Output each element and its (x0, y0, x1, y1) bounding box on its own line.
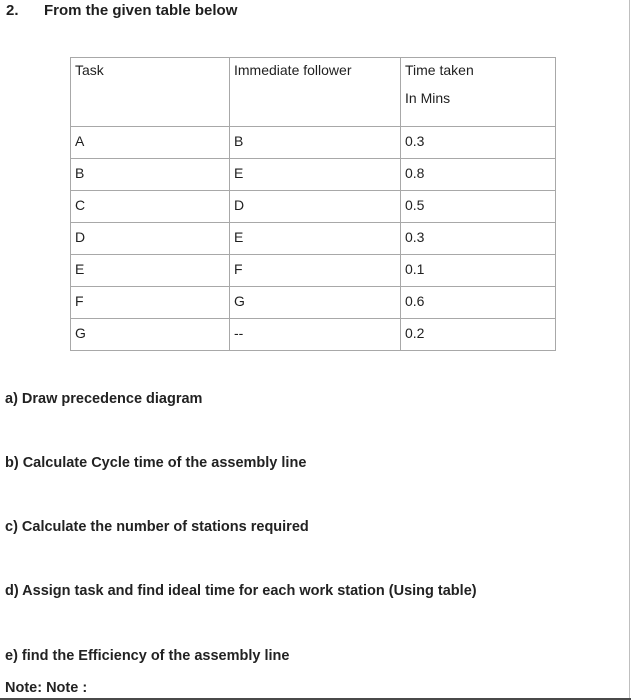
table-header-row (71, 58, 556, 127)
cell-time: 0.1 (401, 255, 556, 287)
note-text: Note: Note : (5, 680, 88, 696)
header-time-line1: Time taken (405, 62, 474, 78)
header-task: Task (71, 58, 230, 127)
part-e-text: e) find the Efficiency of the assembly line (5, 648, 290, 664)
cell-task: G (71, 319, 230, 351)
part-c-text: c) Calculate the number of stations required (5, 519, 309, 535)
part-b-text: b) Calculate Cycle time of the assembly line (5, 455, 307, 471)
cell-time: 0.3 (401, 127, 556, 159)
table-row (71, 223, 556, 255)
task-table (70, 57, 556, 351)
header-time-line2: In Mins (405, 90, 451, 106)
cell-follower: B (230, 127, 401, 159)
cell-task: B (71, 159, 230, 191)
question-title: From the given table below (44, 2, 238, 19)
cell-follower: D (230, 191, 401, 223)
cell-time: 0.6 (401, 287, 556, 319)
part-a-text: a) Draw precedence diagram (5, 391, 203, 407)
table-row (71, 159, 556, 191)
table-row (71, 255, 556, 287)
question-number: 2. (6, 2, 19, 19)
part-d-text: d) Assign task and find ideal time for each work station (Using table) (5, 583, 477, 599)
cell-task: A (71, 127, 230, 159)
table-row (71, 319, 556, 351)
cell-time: 0.8 (401, 159, 556, 191)
cell-task: E (71, 255, 230, 287)
cell-time: 0.5 (401, 191, 556, 223)
table-row (71, 191, 556, 223)
cell-time: 0.2 (401, 319, 556, 351)
cell-follower: E (230, 159, 401, 191)
table-row (71, 127, 556, 159)
cell-follower: F (230, 255, 401, 287)
header-time-taken (401, 58, 556, 127)
cell-follower: -- (230, 319, 401, 351)
table-row (71, 287, 556, 319)
cell-time: 0.3 (401, 223, 556, 255)
cell-task: C (71, 191, 230, 223)
cell-follower: E (230, 223, 401, 255)
header-immediate-follower: Immediate follower (230, 58, 401, 127)
cell-task: F (71, 287, 230, 319)
cell-task: D (71, 223, 230, 255)
cell-follower: G (230, 287, 401, 319)
